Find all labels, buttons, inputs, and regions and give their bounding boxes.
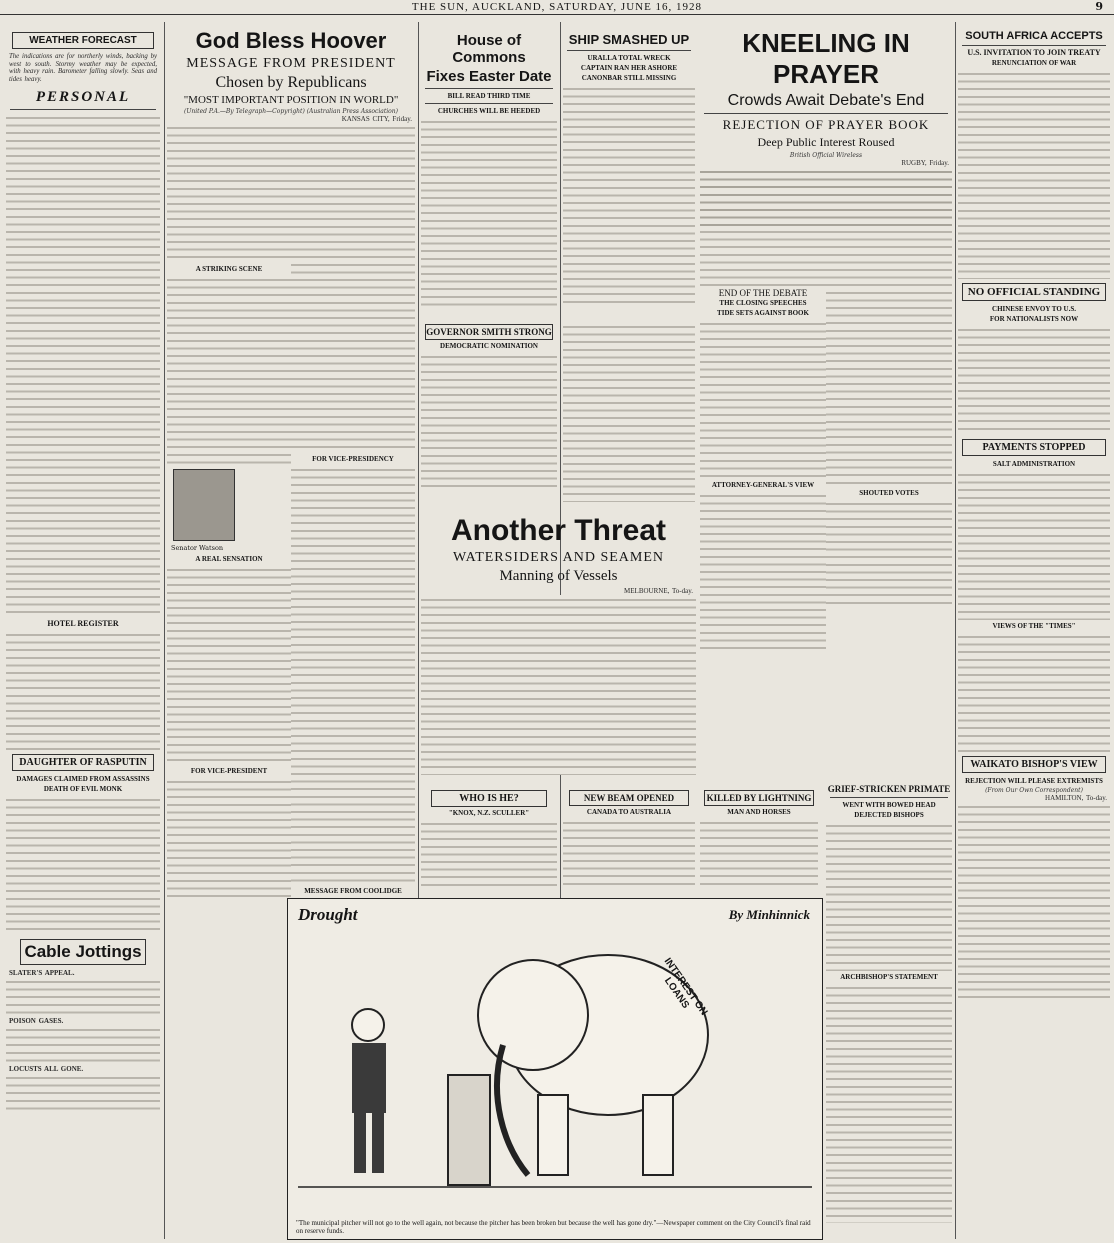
rasputin-text [6,795,160,935]
cable-jottings-box [20,939,146,965]
hoover-sub1: MESSAGE FROM PRESIDENT [186,56,396,71]
cable-text-1 [6,977,160,1017]
end-debate-sub2: TIDE SETS AGAINST BOOK [717,309,809,317]
governor-text [421,352,557,492]
lightning-text [700,818,818,888]
personal-heading: PERSONAL [35,89,131,106]
beam-box [569,790,689,806]
column-commons [421,22,557,322]
cable-item-3: LOCUSTS ALL GONE. [9,1065,84,1074]
rasputin-box [12,754,154,771]
shouted-votes-heading: SHOUTED VOTES [859,489,919,497]
cable-item-2: POISON GASES. [9,1017,64,1026]
south-africa-headline: SOUTH AFRICA ACCEPTS [965,30,1103,42]
views-heading: VIEWS OF THE "TIMES" [992,622,1076,630]
ship-headline: SHIP SMASHED UP [568,32,690,47]
governor-sub: DEMOCRATIC NOMINATION [440,342,538,350]
waikato-heading: WAIKATO BISHOP'S VIEW [970,759,1098,770]
masthead-title: THE SUN, AUCKLAND, SATURDAY, JUNE 16, 1928 [411,1,703,13]
commons-text [421,117,557,307]
ship-sub1: URALLA TOTAL WRECK [587,54,671,62]
standing-box [962,283,1106,301]
personal-text [6,113,160,613]
archbishop-heading: ARCHBISHOP'S STATEMENT [840,973,938,981]
kneeling-credit: British Official Wireless [789,152,863,159]
standing-heading: NO OFFICIAL STANDING [967,286,1101,298]
hoover-place: KANSAS CITY, Friday. [341,115,412,123]
weather-title: WEATHER FORECAST [29,35,137,46]
kneeling-text-c [700,491,826,651]
commons-headline-1: House of Commons [452,32,526,66]
payments-sub: SALT ADMINISTRATION [992,460,1076,468]
elephant-leg [643,1095,673,1175]
standing-sub: CHINESE ENVOY TO U.S. [992,305,1076,313]
hoover-text-e [291,123,415,453]
drought-cartoon [287,898,823,1240]
knox-sub: "KNOX, N.Z. SCULLER" [448,809,530,817]
rasputin-subheading-2: DEATH OF EVIL MONK [43,785,123,794]
elephant-leg [538,1095,568,1175]
grief-sub: WENT WITH BOWED HEAD [842,801,936,809]
cable-item-1: SLATER'S APPEAL. [9,969,75,978]
weather-text: The indications are for northerly winds, backing by west to south. Stormy weather may be expected, with heavy rain. Barometer falling slowly. Seas and tides heavy. [9,53,157,83]
real-sensation-heading: A REAL SENSATION [195,554,263,563]
commons-sub2: CHURCHES WILL BE HEEDED [437,107,541,115]
hoover-sub2: Chosen by Republicans [215,74,367,91]
column-rule [955,22,956,1239]
attorney-heading: ATTORNEY-GENERAL'S VIEW [711,481,815,489]
governor-box [425,324,553,340]
councillor-head [352,1009,384,1041]
ship-text [563,84,695,304]
payments-text [958,470,1110,620]
waikato-credit: (From Our Own Correspondent) [985,787,1083,794]
commons-headline-2: Fixes Easter Date [426,68,552,85]
page-number: 9 [1095,0,1104,13]
vice-president-heading: FOR VICE-PRESIDENT [190,766,268,775]
kneeling-story [700,22,952,782]
reserve-funds-tank [448,1075,490,1185]
rasputin-heading: DAUGHTER OF RASPUTIN [19,757,147,769]
beam-text [563,818,695,888]
kneeling-lead [700,167,952,227]
threat-story [421,512,696,782]
kneeling-headline: KNEELING IN PRAYER [742,28,910,89]
cartoon-artist: By Minhinnick [728,907,810,922]
ship-text-more [563,322,695,502]
waikato-box [962,756,1106,773]
hoover-headline: God Bless Hoover [195,28,387,53]
south-africa-text [958,69,1110,279]
beam-heading: NEW BEAM OPENED [583,793,675,803]
rasputin-subheading: DAMAGES CLAIMED FROM ASSASSINS [16,775,150,784]
payments-heading: PAYMENTS STOPPED [982,442,1086,453]
coolidge-message-heading: MESSAGE FROM COOLIDGE [304,887,402,895]
vice-presidency-heading: FOR VICE-PRESIDENCY [312,455,394,463]
lightning-heading: KILLED BY LIGHTNING [706,793,812,803]
beam-story [563,788,695,893]
who-is-he-story [421,788,557,893]
commons-sub: BILL READ THIRD TIME [447,92,531,100]
grief-text [826,821,952,971]
senator-watson-caption: Senator Watson [171,544,224,552]
cartoon-caption: "The municipal pitcher will not go to the well again, not because the pitcher has been broken but because the well has gone dry."—Newspaper comment on the City Council's final raid on reserve funds. [296,1219,811,1235]
standing-text [958,325,1110,435]
kneeling-text-b [700,319,826,479]
kneeling-sub2: REJECTION OF PRAYER BOOK [722,117,930,132]
archbishop-text [826,983,952,1223]
kneeling-sub3: Deep Public Interest Roused [757,135,895,149]
column-right [958,22,1110,1239]
payments-box [962,439,1106,456]
column-rule [164,22,165,1239]
cable-text-2 [6,1025,160,1065]
end-debate-heading: END OF THE DEBATE [718,288,808,298]
knox-text [421,819,557,889]
hoover-text-a [167,123,291,263]
weather-box [12,32,154,49]
lightning-box [704,790,814,806]
threat-sub1: WATERSIDERS AND SEAMEN [452,550,664,565]
cable-text-3 [6,1073,160,1113]
south-africa-sub1: U.S. INVITATION TO JOIN TREATY [967,48,1101,57]
column-ship [563,22,695,322]
ship-text-cont [563,322,695,507]
waikato-sub: REJECTION WILL PLEASE EXTREMISTS [965,777,1103,785]
beam-sub: CANADA TO AUSTRALIA [586,808,672,816]
elephant-head [478,960,588,1070]
governor-heading: GOVERNOR SMITH STRONG [426,327,552,337]
views-text [958,632,1110,752]
grief-story [826,782,952,1238]
hoover-text-f [291,465,415,885]
end-debate-sub: THE CLOSING SPEECHES [719,299,807,307]
kneeling-sub1: Crowds Await Debate's End [727,92,925,109]
column-left [6,22,160,1239]
hoover-text-c [167,565,291,765]
hoover-text-d [167,777,291,897]
threat-sub2: Manning of Vessels [499,568,618,584]
hoover-sub3: "MOST IMPORTANT POSITION IN WORLD" [183,94,399,106]
threat-headline: Another Threat [450,514,666,547]
governor-story [421,322,557,507]
kneeling-text-a [700,227,826,287]
hotel-register-heading: HOTEL REGISTER [47,619,119,629]
senator-watson-photo [173,469,235,541]
threat-text [421,595,696,775]
ship-sub2: CAPTAIN RAN HER ASHORE [580,64,678,72]
cartoon-title: Drought [298,905,358,924]
waikato-place: HAMILTON, To-day. [1045,794,1107,802]
kneeling-place: RUGBY, Friday. [901,159,949,167]
grief-sub2: DEJECTED BISHOPS [854,811,924,819]
kneeling-text-e [826,499,952,609]
tank-label: INTEREST ON LOANS [661,956,710,1018]
kneeling-text-d [826,227,952,487]
waikato-text [958,802,1110,1002]
south-africa-sub2: RENUNCIATION OF WAR [991,59,1077,67]
who-heading: WHO IS HE? [459,793,519,804]
hoover-credit: (United P.A.—By Telegraph—Copyright) (Australian Press Association) [184,108,398,115]
hotel-register-text [6,630,160,750]
councillor-leg [354,1113,366,1173]
masthead [0,0,1114,15]
cable-jottings-heading: Cable Jottings [24,942,142,962]
threat-place: MELBOURNE, To-day. [624,587,693,595]
councillor-leg [372,1113,384,1173]
cartoon-drawing [288,925,822,1215]
lightning-story [700,788,818,893]
standing-sub2: FOR NATIONALISTS NOW [989,315,1079,323]
ship-sub3: CANONBAR STILL MISSING [581,74,677,82]
who-box [431,790,547,807]
hoover-text-b [167,275,291,465]
striking-scene-heading: A STRIKING SCENE [195,265,263,273]
lightning-sub: MAN AND HORSES [727,808,791,816]
grief-heading: GRIEF-STRICKEN PRIMATE [827,784,951,794]
councillor-body [352,1043,386,1113]
